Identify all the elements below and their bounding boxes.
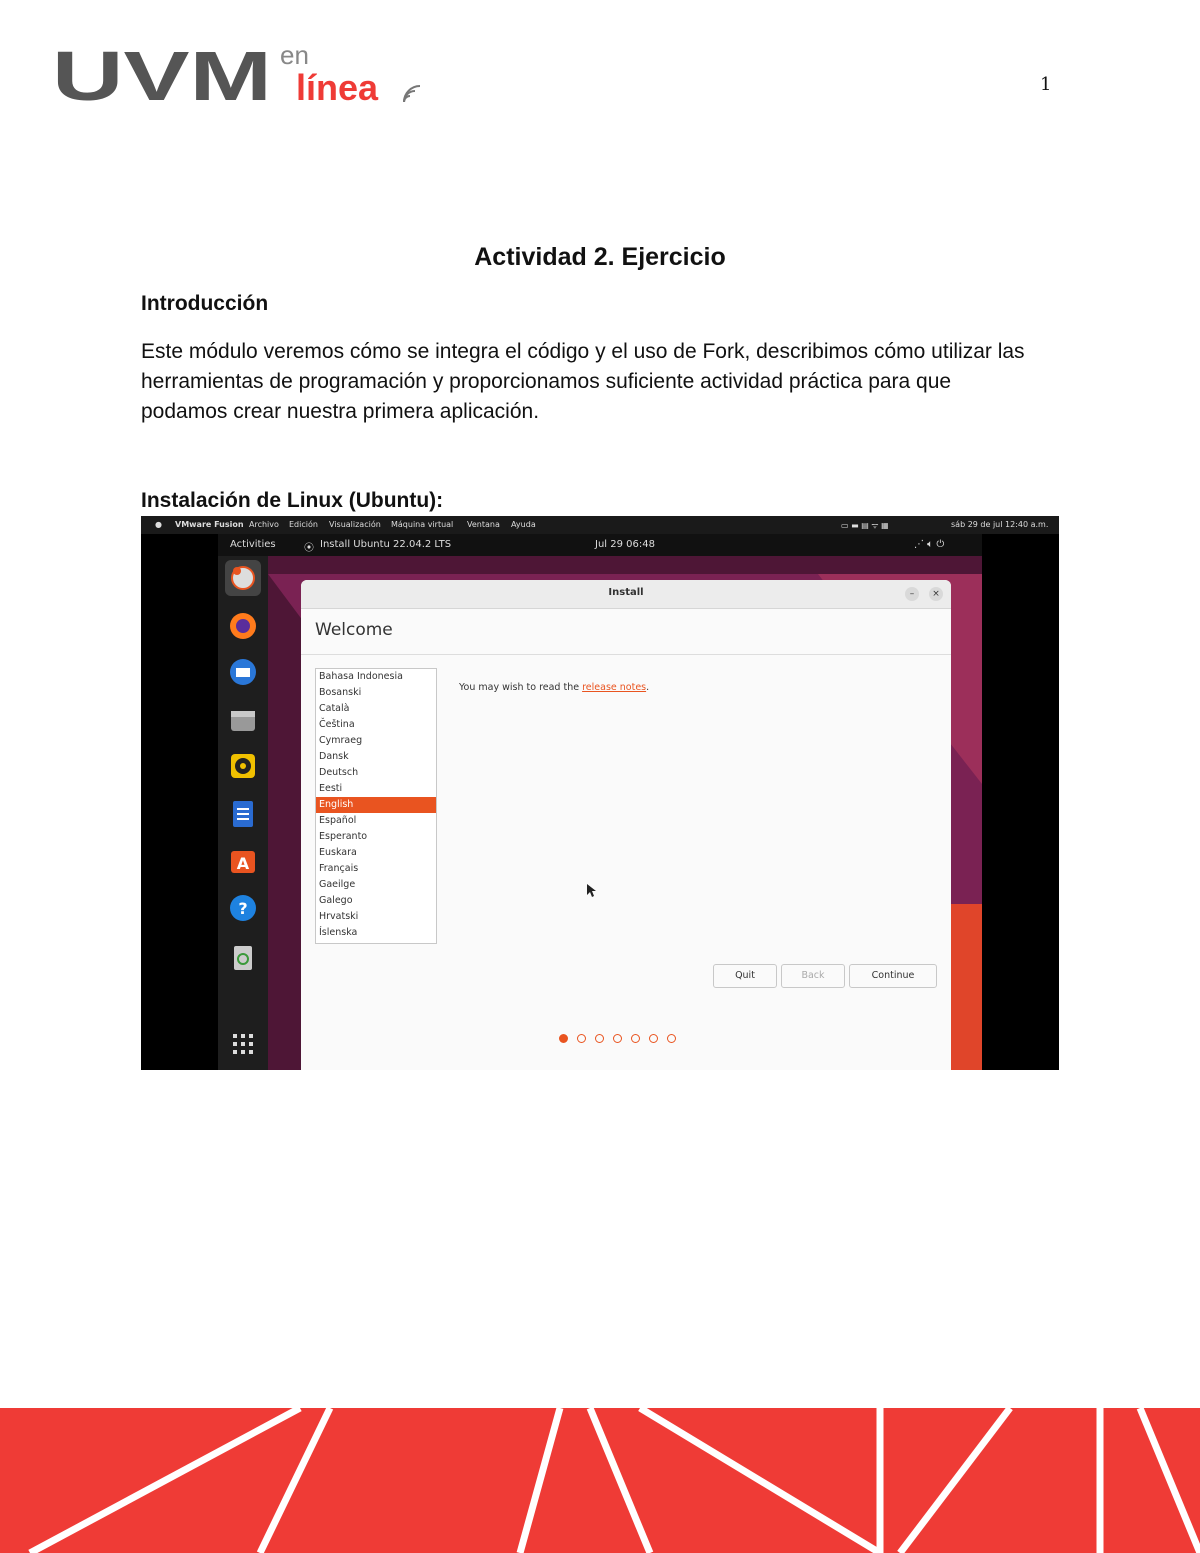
language-item[interactable]: Eesti (319, 783, 343, 794)
notes-suffix: . (646, 682, 650, 693)
language-item[interactable]: Dansk (319, 751, 349, 762)
minimize-icon[interactable]: – (905, 587, 919, 601)
dock (218, 556, 268, 1070)
mac-menu-item: Visualización (329, 520, 381, 529)
trash-icon[interactable] (225, 940, 261, 976)
wifi-icon (404, 86, 420, 102)
gnome-top-bar (218, 534, 982, 556)
language-item-selected[interactable]: English (316, 797, 436, 813)
logo-sup: en (280, 40, 309, 70)
step-dot (649, 1034, 658, 1043)
footer-decoration (0, 1408, 1200, 1553)
svg-text:?: ? (238, 899, 248, 918)
libreoffice-writer-icon[interactable] (225, 796, 261, 832)
language-item[interactable]: Esperanto (319, 831, 368, 842)
language-item[interactable]: Gaeilge (319, 879, 356, 890)
language-item[interactable]: Íslenska (319, 927, 358, 938)
uvm-en-linea-logo (52, 40, 442, 110)
continue-button[interactable]: Continue (849, 964, 937, 988)
firefox-icon[interactable] (225, 608, 261, 644)
language-item[interactable]: Euskara (319, 847, 357, 858)
language-item[interactable]: Deutsch (319, 767, 359, 778)
window-titlebar (301, 580, 951, 609)
mac-status-icons: ▭ ▬ ▤ ᯤ ▦ (841, 521, 889, 530)
step-dot (613, 1034, 622, 1043)
ubuntu-vm (218, 534, 982, 1070)
language-item[interactable]: Bosanski (319, 687, 362, 698)
ubuntu-install-screenshot (141, 516, 1059, 1070)
clock[interactable]: Jul 29 06:48 (595, 539, 655, 550)
mac-clock: sáb 29 de jul 12:40 a.m. (951, 520, 1049, 529)
language-item[interactable]: Bahasa Indonesia (319, 671, 403, 682)
mac-menu-item: Ventana (467, 520, 500, 529)
mac-menu-item: Edición (289, 520, 318, 529)
rhythmbox-icon[interactable] (225, 748, 261, 784)
install-heading: Instalación de Linux (Ubuntu): (141, 489, 444, 512)
logo-brand: UVM (52, 40, 272, 110)
language-item[interactable]: Français (319, 863, 359, 874)
app-title: Install Ubuntu 22.04.2 LTS (320, 539, 452, 550)
quit-button[interactable]: Quit (713, 964, 777, 988)
files-icon[interactable] (225, 702, 261, 738)
language-item[interactable]: Cymraeg (319, 735, 363, 746)
logo-sub: línea (296, 67, 379, 108)
release-notes-link[interactable]: release notes (582, 682, 647, 693)
step-dot (577, 1034, 586, 1043)
window-title: Install (608, 587, 644, 598)
step-dot (631, 1034, 640, 1043)
installer-icon: ⦿ (304, 543, 314, 554)
back-button[interactable]: Back (781, 964, 845, 988)
language-item[interactable]: Čeština (319, 719, 355, 730)
step-indicator (559, 1028, 685, 1047)
language-item[interactable]: Español (319, 815, 357, 826)
help-icon[interactable] (225, 890, 261, 926)
close-icon[interactable]: × (929, 587, 943, 601)
thunderbird-icon[interactable] (225, 654, 261, 690)
page-number: 1 (1040, 74, 1052, 95)
svg-text:A: A (236, 854, 250, 873)
language-list[interactable] (315, 668, 437, 944)
mac-menu-item: Ayuda (511, 520, 536, 529)
page-title: Actividad 2. Ejercicio (474, 243, 726, 271)
apple-icon: ● (155, 520, 162, 529)
activities-button[interactable]: Activities (230, 539, 276, 550)
welcome-heading: Welcome (315, 620, 393, 640)
divider (301, 654, 951, 655)
step-dot (559, 1034, 568, 1043)
mac-menu-item: VMware Fusion (175, 520, 244, 529)
intro-heading: Introducción (141, 292, 269, 315)
step-dot (667, 1034, 676, 1043)
intro-paragraph: Este módulo veremos cómo se integra el código y el uso de Fork, describimos cómo utilizar las herramientas de programación y proporcionamos suficiente actividad práctica para que podamos crear nuestra primera aplicación. (141, 340, 1025, 423)
system-status-icons[interactable]: ⋰ 🔈︎ ⏻ (914, 539, 945, 550)
release-notes-text (459, 682, 649, 693)
language-item[interactable]: Català (319, 703, 350, 714)
mac-menu-item: Archivo (249, 520, 279, 529)
mac-menu-bar (141, 516, 1059, 534)
mac-menu-item: Máquina virtual (391, 520, 454, 529)
language-item[interactable]: Hrvatski (319, 911, 359, 922)
install-window (301, 580, 951, 1070)
notes-prefix: You may wish to read the (459, 682, 583, 693)
step-dot (595, 1034, 604, 1043)
installer-dock-icon[interactable] (225, 560, 261, 596)
show-applications-icon[interactable] (225, 1026, 261, 1062)
mouse-cursor-icon (587, 884, 597, 898)
app-center-icon[interactable] (225, 842, 261, 878)
language-item[interactable]: Galego (319, 895, 353, 906)
